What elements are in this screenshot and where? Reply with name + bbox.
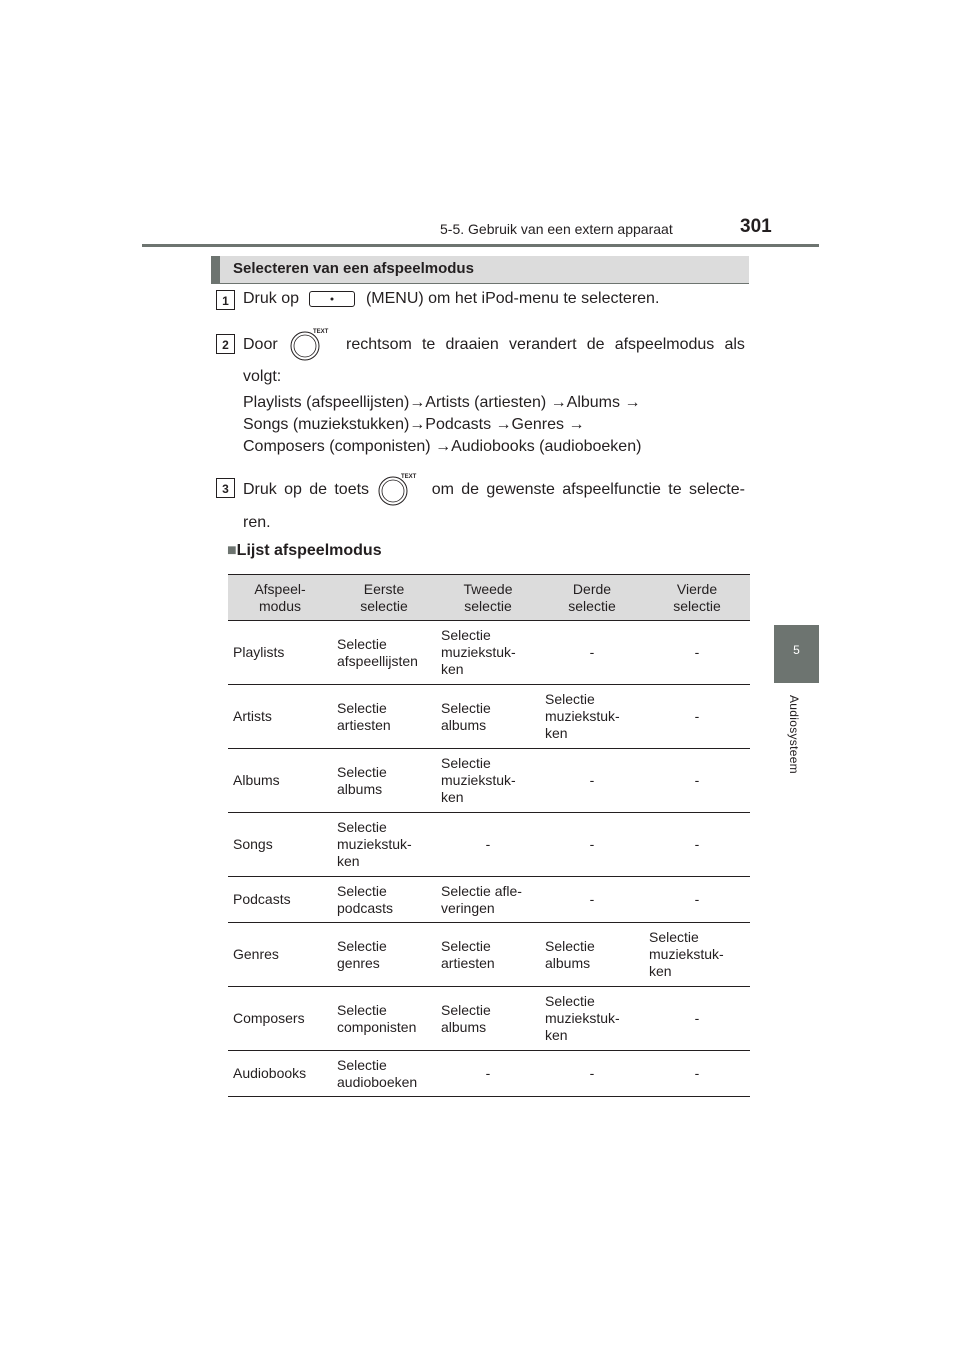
cell-line: componisten	[337, 1018, 417, 1035]
table-row	[228, 987, 750, 1051]
knob-label: TEXT	[401, 474, 417, 480]
cell-line: Selectie	[545, 993, 595, 1009]
table-cell	[332, 621, 436, 685]
header-third: Derde selectie	[540, 575, 644, 621]
cell-line: -	[589, 891, 595, 907]
cell-line: -	[694, 772, 700, 788]
table-cell	[436, 877, 540, 923]
cell-line: Selectie	[337, 1056, 387, 1073]
cell-line: -	[694, 708, 700, 724]
table-cell	[332, 1051, 436, 1097]
text-knob-icon	[376, 472, 424, 508]
step-2-line-1	[243, 329, 745, 361]
cell-line: Selectie	[337, 937, 387, 954]
table-cell	[436, 749, 540, 813]
list-heading	[227, 542, 382, 560]
table-cell	[436, 813, 540, 877]
cell-line: -	[694, 1065, 700, 1081]
step-3-line-1	[243, 474, 745, 506]
word: de	[461, 481, 480, 498]
cell-line: ken	[441, 661, 464, 677]
table-cell	[540, 877, 644, 923]
table-cell	[332, 987, 436, 1051]
knob-drawing	[288, 327, 336, 363]
table-cell	[228, 749, 332, 813]
mode-sequence-2: Songs (muziekstukken)→Podcasts →Genres →	[243, 416, 585, 433]
table-cell	[436, 923, 540, 987]
cell-line: Selectie	[337, 635, 387, 652]
step-1-before: Druk op	[243, 290, 300, 307]
cell-line: Selectie	[441, 1001, 491, 1018]
cell-line: Albums	[233, 772, 280, 788]
cell-line: Playlists	[233, 644, 285, 660]
table-cell	[540, 1051, 644, 1097]
table-cell	[332, 923, 436, 987]
cell-line: Artists	[233, 708, 272, 724]
word: gewenste	[486, 481, 555, 498]
cell-line: podcasts	[337, 899, 394, 916]
cell-line: muziekstuk-	[441, 772, 516, 788]
page-number: 301	[740, 216, 772, 237]
word: om	[431, 481, 454, 498]
cell-line: Selectie	[337, 882, 387, 899]
cell-line: muziekstuk-	[545, 708, 620, 724]
word: selecte-	[688, 481, 745, 498]
table-cell	[644, 685, 750, 749]
table-cell	[644, 749, 750, 813]
table-cell	[436, 1051, 540, 1097]
word: verandert	[508, 336, 577, 353]
word: rechtsom	[346, 336, 412, 353]
table-row	[228, 685, 750, 749]
cell-line: ken	[441, 789, 464, 805]
table-cell	[436, 685, 540, 749]
cell-line: audioboeken	[337, 1073, 418, 1090]
cell-line: Audiobooks	[233, 1065, 307, 1081]
cell-line: -	[485, 836, 491, 852]
cell-line: Composers	[233, 1010, 305, 1026]
bullet-square-icon: ■	[227, 542, 237, 559]
table-cell	[332, 877, 436, 923]
cell-line: muziekstuk-	[649, 946, 724, 962]
cell-line: genres	[337, 954, 380, 971]
word: op	[284, 481, 302, 498]
word: afspeelfunctie	[562, 481, 661, 498]
cell-line: ken	[649, 963, 672, 979]
word: te	[668, 481, 682, 498]
list-heading-text: Lijst afspeelmodus	[236, 542, 382, 559]
cell-line: muziekstuk-	[337, 836, 412, 852]
header-fourth: Vierde selectie	[644, 575, 750, 621]
cell-line: Selectie	[441, 699, 491, 716]
table-cell	[540, 813, 644, 877]
step-1-after: (MENU) om het iPod-menu te selecteren.	[365, 290, 660, 307]
running-header-section: 5-5. Gebruik van een extern apparaat	[440, 221, 673, 237]
table-cell	[644, 877, 750, 923]
table-cell	[332, 685, 436, 749]
chapter-tab: 5	[774, 625, 819, 683]
cell-line: albums	[441, 716, 487, 733]
table-row	[228, 1051, 750, 1097]
table-row	[228, 749, 750, 813]
step-number-3: 3	[216, 478, 235, 498]
cell-line: Selectie	[337, 1001, 387, 1018]
cell-line: Selectie	[337, 763, 387, 780]
cell-line: -	[589, 1065, 595, 1081]
table-cell	[644, 923, 750, 987]
cell-line: ken	[545, 725, 568, 741]
word: de	[586, 336, 605, 353]
cell-line: veringen	[441, 899, 495, 916]
cell-line: albums	[545, 954, 591, 971]
cell-line: Selectie	[441, 937, 491, 954]
cell-line: muziekstuk-	[545, 1010, 620, 1026]
text-knob-icon	[288, 327, 336, 363]
cell-line: Selectie	[337, 819, 387, 835]
table-cell	[436, 621, 540, 685]
table-cell	[644, 1051, 750, 1097]
table-cell	[228, 987, 332, 1051]
cell-line: -	[694, 644, 700, 660]
word: te	[421, 336, 436, 353]
menu-button-icon	[309, 291, 355, 307]
table-row	[228, 923, 750, 987]
table-row	[228, 877, 750, 923]
table-cell	[540, 621, 644, 685]
cell-line: Selectie	[545, 691, 595, 707]
cell-line: Selectie	[337, 699, 387, 716]
table-row	[228, 813, 750, 877]
cell-line: -	[589, 644, 595, 660]
cell-line: artiesten	[337, 716, 391, 733]
cell-line: Songs	[233, 836, 273, 852]
cell-line: afspeellijsten	[337, 652, 418, 669]
section-title-bar	[211, 256, 749, 284]
header-second: Tweede selectie	[436, 575, 540, 621]
step-3-line-2: ren.	[243, 514, 271, 531]
cell-line: Selectie	[545, 937, 595, 954]
cell-line: Selectie	[649, 929, 699, 945]
word: afspeelmodus	[614, 336, 715, 353]
cell-line: -	[485, 1065, 491, 1081]
cell-line: -	[694, 891, 700, 907]
table-cell	[228, 1051, 332, 1097]
cell-line: Genres	[233, 946, 279, 962]
mode-sequence-3: Composers (componisten) →Audiobooks (audioboeken)	[243, 438, 642, 455]
cell-line: Selectie afle-	[441, 882, 522, 899]
cell-line: -	[694, 836, 700, 852]
word: Door	[243, 336, 278, 353]
table-cell	[644, 813, 750, 877]
table-cell	[228, 685, 332, 749]
mode-sequence-1: Playlists (afspeellijsten)→Artists (artiesten) →Albums →	[243, 394, 641, 411]
playback-mode-table	[228, 574, 750, 1097]
cell-line: albums	[337, 780, 383, 797]
table-cell	[644, 987, 750, 1051]
table-cell	[644, 621, 750, 685]
cell-line: ken	[545, 1027, 568, 1043]
cell-line: Selectie	[441, 627, 491, 643]
knob-drawing	[376, 472, 424, 508]
cell-line: Podcasts	[233, 891, 291, 907]
word: als	[724, 336, 745, 353]
cell-line: -	[589, 836, 595, 852]
table-cell	[436, 987, 540, 1051]
cell-line: artiesten	[441, 954, 495, 971]
table-cell	[540, 923, 644, 987]
word: de	[309, 481, 328, 498]
word: Druk	[243, 481, 277, 498]
cell-line: muziekstuk-	[441, 644, 516, 660]
step-number-2: 2	[216, 334, 235, 354]
table-cell	[228, 923, 332, 987]
table-cell	[540, 749, 644, 813]
cell-line: ken	[337, 853, 360, 869]
cell-line: -	[694, 1010, 700, 1026]
cell-line: -	[589, 772, 595, 788]
header-rule	[142, 244, 819, 247]
table-header-row	[228, 575, 750, 621]
table-cell	[332, 813, 436, 877]
header-first: Eerste selectie	[332, 575, 436, 621]
table-row	[228, 621, 750, 685]
cell-line: albums	[441, 1018, 487, 1035]
table-cell	[540, 987, 644, 1051]
step-2-line-2: volgt:	[243, 368, 282, 385]
table-cell	[228, 877, 332, 923]
section-title: Selecteren van een afspeelmodus	[233, 260, 474, 277]
step-number-1: 1	[216, 290, 235, 310]
knob-label: TEXT	[312, 329, 329, 335]
table-cell	[228, 621, 332, 685]
cell-line: Selectie	[441, 755, 491, 771]
step-1-text	[243, 290, 659, 308]
word: toets	[334, 481, 370, 498]
chapter-label: Audiosysteem	[787, 695, 801, 774]
table-cell	[540, 685, 644, 749]
header-mode: Afspeel- modus	[228, 575, 332, 621]
table-cell	[332, 749, 436, 813]
table-cell	[228, 813, 332, 877]
word: draaien	[445, 336, 499, 353]
